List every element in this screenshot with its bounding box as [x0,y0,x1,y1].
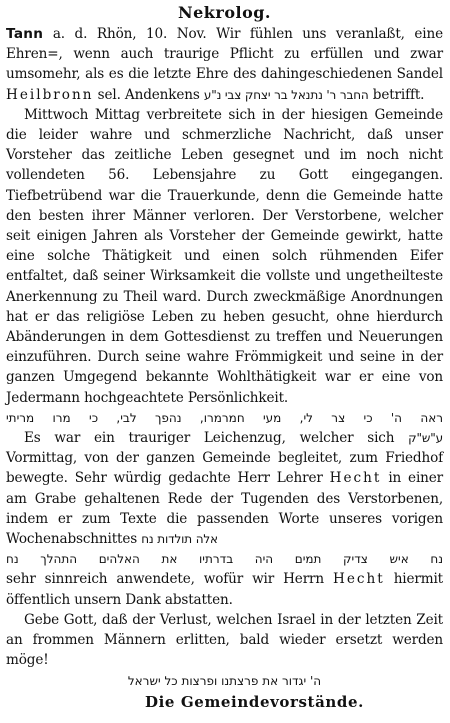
paragraph-funeral [6,428,443,549]
teacher-name: Hecht [329,470,382,487]
page-title: Nekrolog. [178,3,271,22]
hebrew-verse: נח איש צדיק תמים היה בדרתיו את האלהים התהלך נח [6,552,443,567]
teacher-name-2: Hecht [332,571,385,588]
thanks-text-2: hiermit öffentlich unsern Dank abstatten. [6,571,443,608]
hebrew-quote: ראה ה' כי צר לי, מעי חמרמרו, נהפך לבי, כי מרו מריתי [6,410,443,425]
intro-text-3: betrifft. [368,86,425,103]
hebrew-parasha: אלה תולדות נח [141,532,218,547]
paragraph-prayer: Gebe Gott, daß der Verlust, welchen Israel in der letzten Zeit an frommen Männern erlitten, bald wieder ersetzt werden möge! [6,611,443,669]
hebrew-name: החבר ר' נתנאל בר יצחק צבי נ"ע [203,87,369,102]
signature: Die Gemeindevorstände. [145,692,364,711]
funeral-text-1: Es war ein trauriger Leichenzug, welcher sich [24,430,409,447]
hebrew-date: ע"ש"ק [408,431,443,446]
paragraph-thanks [6,569,443,609]
hebrew-closing: ה' יגדור את פרצתנו ופרצות כל ישראל [127,673,322,688]
place-name: Tann [6,26,44,42]
paragraph-intro [6,24,443,105]
thanks-text-1: sehr sinnreich anwendete, wofür wir Herrn [6,571,333,588]
funeral-text-2: Vormittag, von der ganzen Gemeinde begleitet, zum Friedhof bewegte. Sehr würdig gedachte Herr Lehrer [6,450,443,487]
deceased-name: Heilbronn [6,86,94,103]
funeral-text-3: in einer am Grabe gehaltenen Rede der Tugenden des Verstorbenen, indem er zum Texte die passenden Worte unseres vorigen Wochenabschnittes [6,470,443,548]
paragraph-news: Mittwoch Mittag verbreitete sich in der hiesigen Gemeinde die leider wahre und schmerzliche Nachricht, daß unser Vorsteher das zeitliche Leben gesegnet und im noch nicht vollendeten 56. Lebensjahre zu Gott eingegangen. Tiefbetrübend war die Trauerkunde, denn die Gemeinde hatte den besten ihrer Männer verloren. Der Verstorbene, welcher seit einigen Jahren als Vorsteher der Gemeinde gewirkt, hatte eine solche Thätigkeit und einen solch rühmenden Eifer entfaltet, daß seiner Wirksamkeit die vollste und ungetheilteste Anerkennung zu Theil ward. Durch zweckmäßige Anordnungen hat er das religiöse Leben zu heben gesucht, ohne hierdurch Abänderungen in dem Gottesdienst zu treffen und Neuerungen einzuführen. Durch seine wahre Frömmigkeit und seine in der ganzen Umgegend bekannte Wohlthätigkeit war er eine von Jedermann hochgeachtete Persönlichkeit. [6,106,443,406]
intro-text-2: sel. Andenkens [93,86,204,103]
intro-text: a. d. Rhön, 10. Nov. Wir fühlen uns veranlaßt, eine Ehren=, wenn auch traurige Pflicht zu erfüllen und zwar umsomehr, als es die letzte Ehre des dahingeschiedenen Sandel [6,26,443,83]
